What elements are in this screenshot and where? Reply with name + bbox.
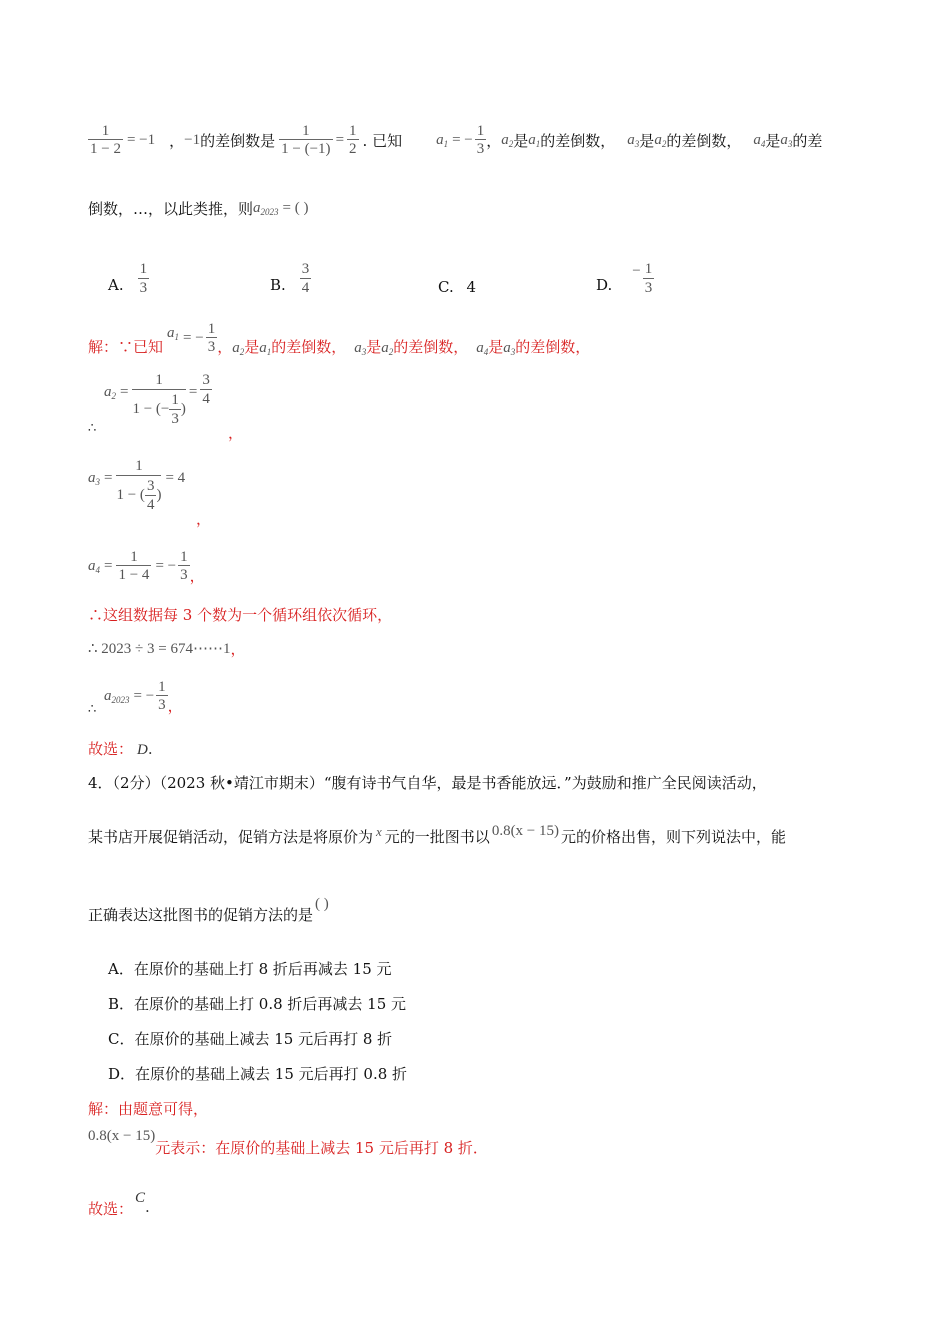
answer-dot: . <box>145 1198 150 1216</box>
q4-option-b: B．在原价的基础上打 0.8 折后再减去 15 元 <box>108 995 407 1013</box>
answer-blank: = ( ) <box>282 199 309 216</box>
fraction-3-over-4: $\frac{3}{4}$ <box>202 372 210 407</box>
math-eq: = <box>188 384 198 400</box>
math-a1: $a_1$ <box>528 131 541 149</box>
comma: ， <box>230 640 246 658</box>
fraction-1-over-3: $\frac{1}{3}$ <box>180 548 188 583</box>
math-a2: $a_2$ <box>501 131 514 149</box>
therefore-symbol: ∴ <box>88 702 97 717</box>
option-label: D. <box>596 276 613 294</box>
q4-text: 元的一批图书以 <box>384 828 490 846</box>
q3-option-b <box>270 250 311 296</box>
comma: ， <box>486 131 502 150</box>
fraction-1-over-3: $\frac{1}{3}$ <box>207 320 216 355</box>
text-shi: 是 <box>488 338 504 356</box>
math-a2: $a_2$ <box>232 340 245 357</box>
comma: ， <box>196 510 212 528</box>
math-result: = 4 <box>165 470 186 486</box>
fraction-complex-a3: 1 1 − ( $\frac{3}{4}$ ) <box>116 458 162 513</box>
fraction-1-over-3: $\frac{1}{3}$ <box>139 261 148 296</box>
math-expression: 0.8(x − 15) <box>491 823 560 839</box>
math-a3: $a_3$ <box>780 131 793 149</box>
math-a2: $a_2$ <box>654 131 667 149</box>
equation-a3 <box>88 458 185 518</box>
comma: ， <box>189 567 205 585</box>
fraction-1-over-3: $\frac{1}{3}$ <box>171 392 179 427</box>
solution-cycle-text: ∴这组数据每 3 个数为一个循环组依次循环， <box>88 606 393 624</box>
math-a1: $a_1$ <box>167 324 180 342</box>
q3-answer <box>88 738 153 759</box>
answer-value: D <box>137 742 148 758</box>
fraction-1-over-3: $\frac{1}{3}$ <box>644 261 653 296</box>
math-a4: $a_4$ <box>88 557 100 575</box>
fraction-1-over-3: $\frac{1}{3}$ <box>476 122 485 157</box>
q3-option-d <box>596 250 654 296</box>
solution-prefix: 解：∵已知 <box>88 338 164 356</box>
equation-a2023 <box>104 674 183 718</box>
math-a2: $a_2$ <box>381 340 394 357</box>
text-chadaoshushi: 的差倒数是 <box>200 131 276 150</box>
text-shi: 是 <box>765 131 781 150</box>
math-eq-neg: = − <box>133 687 155 704</box>
option-label: B. <box>270 276 286 294</box>
fraction-1-over-1-minus-4: $\frac{1}{1 - 4}$ <box>118 548 150 583</box>
therefore-symbol: ∴ <box>88 421 97 436</box>
text-shi: 是 <box>513 131 529 150</box>
text-yizhi: . 已知 <box>362 131 403 150</box>
q3-stem-line1 <box>88 118 822 162</box>
option-label: C. <box>438 278 454 296</box>
math-eq: = <box>335 131 345 148</box>
math-a4: $a_4$ <box>476 340 489 357</box>
fraction-3-over-4: $\frac{3}{4}$ <box>146 478 155 513</box>
option-value: 4 <box>466 278 477 296</box>
math-a3: $a_3$ <box>88 470 100 487</box>
q4-option-d: D．在原价的基础上减去 15 元后再打 0.8 折 <box>108 1065 408 1083</box>
option-label: A. <box>108 276 124 294</box>
math-eq: = <box>120 384 129 400</box>
fraction-1-over-1-minus-neg1: $\frac{1}{1 - (-1)}$ <box>281 122 331 157</box>
q4-stem-line2 <box>88 823 787 847</box>
fraction-1-over-2: $\frac{1}{2}$ <box>349 122 357 157</box>
text-cha: 的差 <box>792 131 823 150</box>
answer-dot: . <box>147 740 153 758</box>
q4-option-c: C．在原价的基础上减去 15 元后再打 8 折 <box>108 1030 393 1048</box>
math-a3: $a_3$ <box>627 131 640 149</box>
math-eq: = <box>104 557 113 574</box>
text-chadaoshu: 的差倒数， <box>540 131 616 150</box>
text-shi: 是 <box>244 338 260 356</box>
q4-stem-line1: 4．（2分）（2023 秋•靖江市期末）“腹有诗书气自华，最是书香能放远．”为鼓励和推广全民阅读活动， <box>88 774 767 792</box>
q4-solution-text: 元表示：在原价的基础上减去 15 元后再打 8 折． <box>155 1139 488 1157</box>
math-neg1: −1 <box>184 131 201 148</box>
q4-solution-line1: 解：由题意可得， <box>88 1100 209 1118</box>
q4-answer <box>88 1190 150 1219</box>
math-a3: $a_3$ <box>503 340 516 357</box>
q4-text: 正确表达这批图书的促销方法的是 <box>88 906 314 924</box>
q3-option-a <box>108 250 149 296</box>
q4-option-a: A．在原价的基础上打 8 折后再减去 15 元 <box>108 960 392 978</box>
answer-value: C <box>135 1190 146 1206</box>
text-chadaoshu: 的差倒数， <box>666 131 742 150</box>
q4-solution-line2 <box>88 1128 488 1158</box>
q4-text: 元的价格出售，则下列说法中，能 <box>561 828 787 846</box>
text-chadaoshu: 的差倒数， <box>515 338 591 356</box>
text-daoshu: 倒数，…，以此类推，则 <box>88 199 254 218</box>
math-expression: 0.8(x − 15) <box>88 1128 156 1144</box>
math-neg: − <box>632 263 641 279</box>
comma: ， <box>169 131 185 150</box>
fraction-1-over-3: $\frac{1}{3}$ <box>158 678 166 713</box>
q4-text: 某书店开展促销活动，促销方法是将原价为 <box>88 828 374 846</box>
math-a1: $a_1$ <box>436 131 449 149</box>
math-a1: $a_1$ <box>259 340 272 357</box>
answer-label: 故选： <box>88 740 134 758</box>
q3-stem-line2 <box>88 196 308 220</box>
equation-a4 <box>88 544 205 588</box>
fraction-complex-a2: 1 1 − (− $\frac{1}{3}$ ) <box>132 372 186 427</box>
division-line <box>88 638 246 659</box>
math-eq: = <box>104 470 113 486</box>
math-eq-neg1: = −1 <box>126 131 156 148</box>
text-chadaoshu: 的差倒数， <box>393 338 469 356</box>
math-division: ∴ 2023 ÷ 3 = 674⋯⋯1 <box>88 641 231 657</box>
math-eq-neg: = − <box>452 131 473 148</box>
q4-stem-line3 <box>88 896 329 925</box>
comma: ， <box>167 697 183 715</box>
answer-label: 故选： <box>88 1200 134 1218</box>
math-eq-neg: = − <box>155 557 177 574</box>
math-a3: $a_3$ <box>354 340 367 357</box>
comma: ， <box>228 424 244 442</box>
fraction-1-over-1-minus-2: $\frac{1}{1 - 2}$ <box>90 122 121 157</box>
answer-blank: ( ) <box>315 896 329 912</box>
text-chadaoshu: 的差倒数， <box>271 338 347 356</box>
math-a2023: $a_{2023}$ <box>104 687 130 705</box>
equation-a2 <box>104 372 212 432</box>
fraction-3-over-4: $\frac{3}{4}$ <box>301 261 310 296</box>
solution-relations <box>232 336 590 357</box>
math-eq-neg: = − <box>183 329 204 346</box>
math-a2: $a_2$ <box>104 384 116 401</box>
comma: ， <box>217 338 233 356</box>
math-a2023: $a_{2023}$ <box>253 199 279 217</box>
math-a4: $a_4$ <box>753 131 766 149</box>
q3-solution-line1 <box>88 316 590 360</box>
text-shi: 是 <box>639 131 655 150</box>
math-x: x <box>376 823 382 839</box>
text-shi: 是 <box>366 338 382 356</box>
q3-option-c <box>438 278 476 296</box>
